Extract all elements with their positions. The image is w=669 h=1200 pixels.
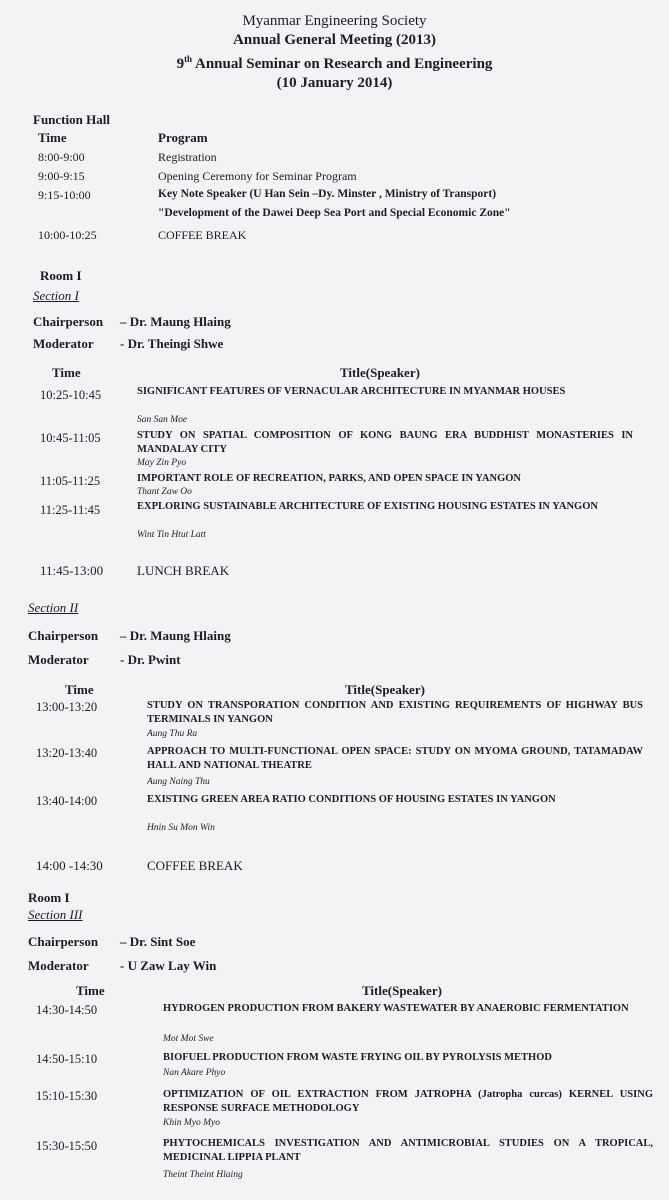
function-hall-program: Registration xyxy=(158,150,217,164)
coffee-break-label: COFFEE BREAK xyxy=(158,228,247,242)
keynote-speaker: Key Note Speaker (U Han Sein –Dy. Minster , Ministry of Transport) xyxy=(158,188,497,200)
paper-title: OPTIMIZATION OF OIL EXTRACTION FROM JATROPHA (Jatropha curcas) KERNEL USING RESPONSE SURFACE METHODOLOGY xyxy=(163,1089,653,1114)
coffee-break-time: 14:00 -14:30 xyxy=(36,858,103,873)
slot-time: 14:50-15:10 xyxy=(36,1052,98,1066)
function-hall-program: Opening Ceremony for Seminar Program xyxy=(158,169,357,183)
section-label: Section I xyxy=(33,288,79,303)
slot-time: 13:00-13:20 xyxy=(36,700,98,714)
slot-time: 13:20-13:40 xyxy=(36,746,98,760)
lunch-break-label: LUNCH BREAK xyxy=(137,563,230,578)
paper-speaker: Aung Thu Ra xyxy=(147,729,198,739)
paper-title: STUDY ON SPATIAL COMPOSITION OF KONG BAUNG ERA BUDDHIST MONASTERIES IN MANDALAY CITY xyxy=(137,430,633,455)
paper-title: PHYTOCHEMICALS INVESTIGATION AND ANTIMICROBIAL STUDIES ON A TROPICAL, MEDICINAL LIPPIA PLANT xyxy=(163,1138,653,1163)
moderator-label: Moderator xyxy=(28,958,89,973)
paper-speaker: Thant Zaw Oo xyxy=(137,487,192,497)
coffee-break-label: COFFEE BREAK xyxy=(147,858,243,873)
paper-title: BIOFUEL PRODUCTION FROM WASTE FRYING OIL BY PYROLYSIS METHOD xyxy=(163,1052,552,1063)
paper-speaker: Wint Tin Htut Latt xyxy=(137,530,206,540)
section-label: Section III xyxy=(28,907,83,922)
slot-time: 10:25-10:45 xyxy=(40,388,102,402)
function-hall-time-header: Time xyxy=(38,130,67,145)
slot-time: 14:30-14:50 xyxy=(36,1003,98,1017)
title-speaker-header: Title(Speaker) xyxy=(340,365,420,380)
paper-title: SIGNIFICANT FEATURES OF VERNACULAR ARCHITECTURE IN MYANMAR HOUSES xyxy=(137,386,566,397)
function-hall-program-header: Program xyxy=(158,130,208,145)
section-label: Section II xyxy=(28,600,79,615)
moderator-name: - Dr. Theingi Shwe xyxy=(120,336,224,351)
function-hall-time: 9:15-10:00 xyxy=(38,188,91,202)
moderator-label: Moderator xyxy=(28,652,89,667)
moderator-name: - Dr. Pwint xyxy=(120,652,181,667)
time-header: Time xyxy=(52,365,81,380)
slot-time: 10:45-11:05 xyxy=(40,431,101,445)
room-label: Room I xyxy=(28,890,70,905)
paper-speaker: Mot Mot Swe xyxy=(163,1034,214,1044)
paper-speaker: Nan Akare Phyo xyxy=(163,1068,226,1078)
room-label: Room I xyxy=(40,268,82,283)
seminar-title: 9th Annual Seminar on Research and Engineering xyxy=(176,54,493,72)
title-speaker-header: Title(Speaker) xyxy=(362,983,442,998)
document-header xyxy=(0,12,669,93)
slot-time: 11:05-11:25 xyxy=(40,474,101,488)
organization-name: Myanmar Engineering Society xyxy=(242,13,427,29)
paper-title: STUDY ON TRANSPORATION CONDITION AND EXISTING REQUIREMENTS OF HIGHWAY BUS TERMINALS IN YANGON xyxy=(147,700,643,725)
keynote-title: "Development of the Dawei Deep Sea Port and Special Economic Zone" xyxy=(158,207,511,219)
moderator-label: Moderator xyxy=(33,336,94,351)
paper-title: EXISTING GREEN AREA RATIO CONDITIONS OF HOUSING ESTATES IN YANGON xyxy=(147,794,556,805)
slot-time: 15:30-15:50 xyxy=(36,1139,98,1153)
paper-speaker: Theint Theint Hlaing xyxy=(163,1170,243,1180)
time-header: Time xyxy=(65,682,94,697)
title-speaker-header: Title(Speaker) xyxy=(345,682,425,697)
paper-title: APPROACH TO MULTI-FUNCTIONAL OPEN SPACE: STUDY ON MYOMA GROUND, TATAMADAW HALL AND NATIONAL THEATRE xyxy=(147,746,643,771)
function-hall-label: Function Hall xyxy=(33,112,110,127)
meeting-title: Annual General Meeting (2013) xyxy=(233,32,436,48)
time-header: Time xyxy=(76,983,105,998)
function-hall-time: 9:00-9:15 xyxy=(38,169,85,183)
paper-speaker: Aung Naing Thu xyxy=(147,777,210,787)
paper-title: HYDROGEN PRODUCTION FROM BAKERY WASTEWATER BY ANAEROBIC FERMENTATION xyxy=(163,1003,629,1014)
paper-title: IMPORTANT ROLE OF RECREATION, PARKS, AND OPEN SPACE IN YANGON xyxy=(137,473,521,484)
paper-title: EXPLORING SUSTAINABLE ARCHITECTURE OF EXISTING HOUSING ESTATES IN YANGON xyxy=(137,501,598,512)
chairperson-name: – Dr. Maung Hlaing xyxy=(120,314,231,329)
chairperson-name: – Dr. Sint Soe xyxy=(120,934,196,949)
chairperson-label: Chairperson xyxy=(28,628,99,643)
slot-time: 13:40-14:00 xyxy=(36,794,98,808)
chairperson-name: – Dr. Maung Hlaing xyxy=(120,628,231,643)
function-hall-time: 10:00-10:25 xyxy=(38,228,97,242)
function-hall-time: 8:00-9:00 xyxy=(38,150,85,164)
moderator-name: - U Zaw Lay Win xyxy=(120,958,217,973)
lunch-break-time: 11:45-13:00 xyxy=(40,563,104,578)
slot-time: 15:10-15:30 xyxy=(36,1089,98,1103)
paper-speaker: San San Moe xyxy=(137,415,188,425)
chairperson-label: Chairperson xyxy=(28,934,99,949)
chairperson-label: Chairperson xyxy=(33,314,104,329)
paper-speaker: May Zin Pyo xyxy=(137,458,187,468)
paper-speaker: Khin Myo Myo xyxy=(163,1118,220,1128)
slot-time: 11:25-11:45 xyxy=(40,503,101,517)
seminar-date: (10 January 2014) xyxy=(276,75,393,91)
paper-speaker: Hnin Su Mon Win xyxy=(147,823,215,833)
